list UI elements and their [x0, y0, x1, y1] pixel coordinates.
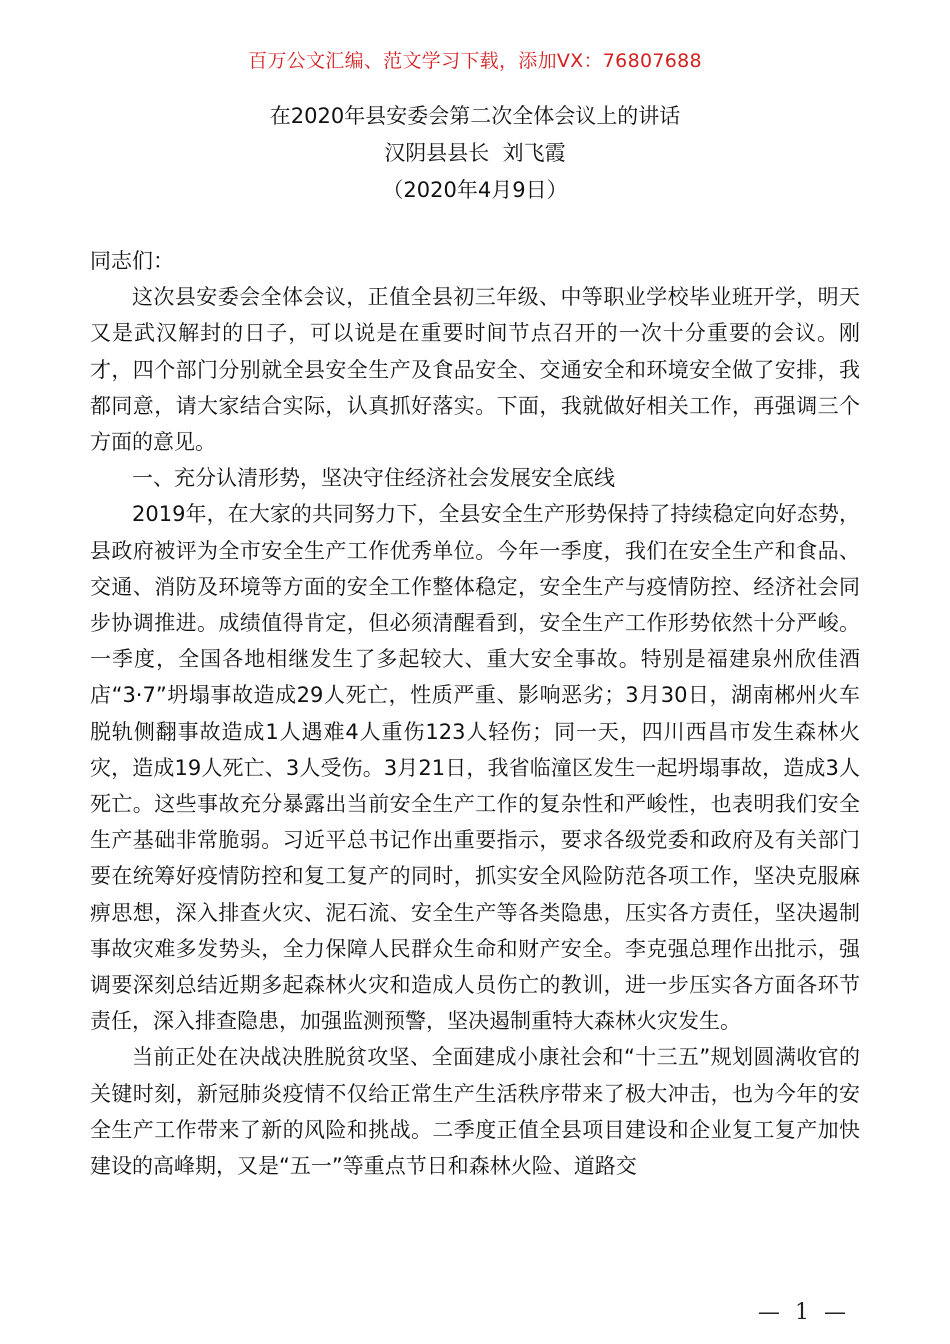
salutation: 同志们： [90, 249, 174, 273]
title-block [0, 98, 950, 209]
page-number: — 1 — [758, 1300, 850, 1325]
speaker-line: 汉阴县县长 刘飞霞 [384, 141, 566, 165]
speech-body [90, 243, 860, 1184]
paragraph: 这次县安委会全体会议，正值全县初三年级、中等职业学校毕业班开学，明天又是武汉解封的日子，可以说是在重要时间节点召开的一次十分重要的会议。刚才，四个部门分别就全县安全生产及食品安全、交通安全和环境安全做了安排，我都同意，请大家结合实际，认真抓好落实。下面，我就做好相关工作，再强调三个方面的意见。 [90, 285, 860, 455]
speech-title: 在2020年县安委会第二次全体会议上的讲话 [269, 104, 681, 128]
paragraph: 当前正处在决战决胜脱贫攻坚、全面建成小康社会和“十三五”规划圆满收官的关键时刻，新冠肺炎疫情不仅给正常生产生活秩序带来了极大冲击，也为今年的安全生产工作带来了新的风险和挑战。二季度正值全县项目建设和企业复工复产加快建设的高峰期，又是“五一”等重点节日和森林火险、道路交 [90, 1045, 860, 1179]
section-heading: 一、充分认清形势，坚决守住经济社会发展安全底线 [132, 466, 615, 491]
paragraph: 2019年，在大家的共同努力下，全县安全生产形势保持了持续稳定向好态势，县政府被评为全市安全生产工作优秀单位。今年一季度，我们在安全生产和食品、交通、消防及环境等方面的安全工作整体稳定，安全生产与疫情防控、经济社会同步协调推进。成绩值得肯定，但必须清醒看到，安全生产工作形势依然十分严峻。一季度，全国各地相继发生了多起较大、重大安全事故。特别是福建泉州欣佳酒店“3·7”坍塌事故造成29人死亡，性质严重、影响恶劣；3月30日，湖南郴州火车脱轨侧翻事故造成1人遇难4人重伤123人轻伤；同一天，四川西昌市发生森林火灾，造成19人死亡、3人受伤。3月21日，我省临潼区发生一起坍塌事故，造成3人死亡。这些事故充分暴露出当前安全生产工作的复杂性和严峻性，也表明我们安全生产基础非常脆弱。习近平总书记作出重要指示，要求各级党委和政府及有关部门要在统筹好疫情防控和复工复产的同时，抓实安全风险防范各项工作，坚决克服麻痹思想，深入排查火灾、泥石流、安全生产等各类隐患，压实各方责任，坚决遏制事故灾难多发势头，全力保障人民群众生命和财产安全。李克强总理作出批示，强调要深刻总结近期多起森林火灾和造成人员伤亡的教训，进一步压实各方面各环节责任，深入排查隐患，加强监测预警，坚决遏制重特大森林火灾发生。 [90, 502, 860, 1034]
header-ad-text: 百万公文汇编、范文学习下载，添加VX：76807688 [248, 50, 702, 72]
speech-date: （2020年4月9日） [382, 178, 568, 202]
